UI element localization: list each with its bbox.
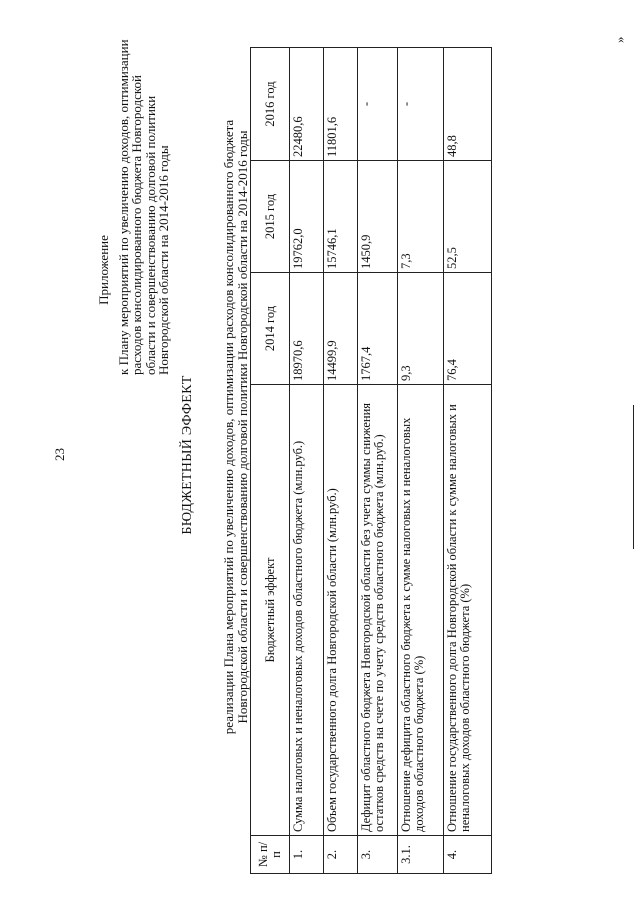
row-value-2015: 19762,0 [290, 161, 324, 273]
end-rule [633, 405, 634, 549]
row-effect: Объем государственного долга Новгородской области (млн.руб.) [324, 385, 358, 836]
row-number: 4. [444, 836, 492, 874]
header-effect: Бюджетный эффект [251, 385, 290, 836]
row-value-2016: 48,8 [444, 48, 492, 161]
header-2015: 2015 год [251, 161, 290, 273]
row-value-2016: - [398, 48, 444, 161]
table-row [398, 48, 444, 874]
row-effect: Дефицит областного бюджета Новгородской области без учета суммы снижения остатков средств на счете по учету средств областного бюджета (млн.руб.) [358, 385, 398, 836]
row-value-2016: - [358, 48, 398, 161]
header-num: № п/п [251, 836, 290, 874]
row-number: 3.1. [398, 836, 444, 874]
table-header-row [251, 48, 290, 874]
row-value-2015: 15746,1 [324, 161, 358, 273]
row-value-2016: 11801,6 [324, 48, 358, 161]
row-value-2015: 7,3 [398, 161, 444, 273]
annex-title: Приложение [96, 235, 111, 305]
row-effect: Отношение государственного долга Новгородской области к сумме налоговых и неналоговых доходов областного бюджета (%) [444, 385, 492, 836]
table-row [324, 48, 358, 874]
row-value-2015: 52,5 [444, 161, 492, 273]
row-number: 3. [358, 836, 398, 874]
row-value-2014: 18970,6 [290, 273, 324, 385]
budget-effect-table [250, 47, 492, 874]
document-subtitle [222, 0, 249, 857]
row-number: 2. [324, 836, 358, 874]
document-title: БЮДЖЕТНЫЙ ЭФФЕКТ [180, 375, 195, 535]
row-value-2014: 14499,9 [324, 273, 358, 385]
subtitle-line: Новгородской области и совершенствованию долговой политики Новгородской области на 2014-2016 годы [234, 130, 250, 724]
row-number: 1. [290, 836, 324, 874]
annex-block [97, 35, 171, 375]
row-value-2014: 1767,4 [358, 273, 398, 385]
table-row [358, 48, 398, 874]
row-value-2015: 1450,9 [358, 161, 398, 273]
row-value-2016: 22480,6 [290, 48, 324, 161]
annex-line: к Плану мероприятий по увеличению доходов, оптимизации [115, 39, 131, 375]
row-value-2014: 76,4 [444, 273, 492, 385]
table-row [290, 48, 324, 874]
page-number: 23 [52, 448, 67, 461]
annex-line: расходов консолидированного бюджета Новгородской [129, 74, 144, 375]
row-effect: Отношение дефицита областного бюджета к сумме налоговых и неналоговых доходов областного бюджета (%) [398, 385, 444, 836]
row-effect: Сумма налоговых и неналоговых доходов областного бюджета (млн.руб.) [290, 385, 324, 836]
header-2016: 2016 год [251, 48, 290, 161]
document-page [0, 15, 630, 895]
header-2014: 2014 год [251, 273, 290, 385]
closing-quote: » [612, 36, 627, 43]
subtitle-line: реализации Плана мероприятий по увеличению доходов, оптимизации расходов консолидированного бюджета [221, 119, 236, 735]
annex-line: области и совершенствованию долговой политики [142, 95, 158, 375]
table-row [444, 48, 492, 874]
annex-line: Новгородской области на 2014-2016 годы [156, 145, 171, 375]
row-value-2014: 9,3 [398, 273, 444, 385]
